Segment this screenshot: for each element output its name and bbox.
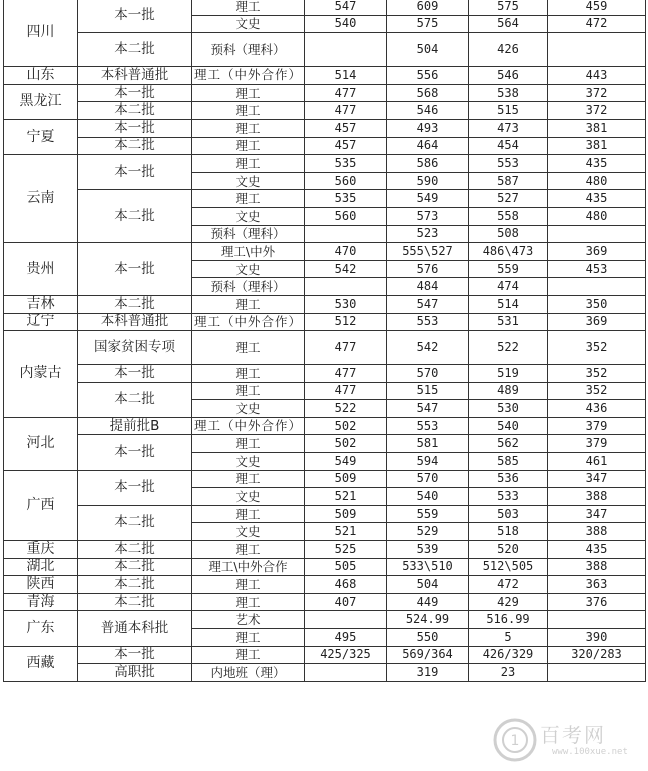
- table-cell: 504: [387, 33, 469, 67]
- table-row: [4, 611, 646, 629]
- table-cell: 435: [548, 155, 646, 173]
- table-cell: 379: [548, 435, 646, 453]
- table-cell: 350: [548, 295, 646, 313]
- table-cell: 512: [305, 313, 387, 331]
- table-cell: 459: [548, 0, 646, 15]
- table-cell: [548, 664, 646, 682]
- table-cell: 535: [305, 155, 387, 173]
- table-cell: 407: [305, 593, 387, 611]
- table-cell: 理工: [192, 0, 305, 15]
- table-row: [4, 470, 646, 488]
- table-cell: 本二批: [78, 33, 192, 67]
- table-cell: 573: [387, 207, 469, 225]
- table-cell: 590: [387, 172, 469, 190]
- table-cell: 581: [387, 435, 469, 453]
- table-cell: 重庆: [4, 541, 78, 559]
- table-cell: 533\510: [387, 558, 469, 576]
- table-cell: 575: [469, 0, 548, 15]
- table-cell: 本二批: [78, 190, 192, 243]
- table-cell: 理工: [192, 295, 305, 313]
- table-cell: 524.99: [387, 611, 469, 629]
- table-cell: 502: [305, 435, 387, 453]
- table-cell: 理工: [192, 331, 305, 365]
- table-row: [4, 646, 646, 664]
- table-cell: 理工: [192, 119, 305, 137]
- table-cell: 546: [387, 102, 469, 120]
- table-cell: 388: [548, 558, 646, 576]
- table-cell: 本二批: [78, 382, 192, 417]
- table-cell: 480: [548, 207, 646, 225]
- table-cell: 473: [469, 119, 548, 137]
- table-cell: 本科普通批: [78, 67, 192, 85]
- table-cell: 457: [305, 137, 387, 155]
- table-cell: 文史: [192, 523, 305, 541]
- table-cell: 472: [469, 576, 548, 594]
- admission-score-table: [3, 0, 646, 682]
- table-cell: 388: [548, 523, 646, 541]
- table-cell: 477: [305, 331, 387, 365]
- table-cell: 理工: [192, 505, 305, 523]
- table-cell: 546: [469, 67, 548, 85]
- table-cell: 502: [305, 417, 387, 435]
- table-cell: 本二批: [78, 558, 192, 576]
- watermark: [492, 717, 642, 765]
- table-cell: 普通本科批: [78, 611, 192, 646]
- watermark-logo-text: 百考网: [540, 723, 606, 747]
- table-cell: 文史: [192, 15, 305, 33]
- table-cell: 525: [305, 541, 387, 559]
- table-cell: 449: [387, 593, 469, 611]
- table-row: [4, 0, 646, 15]
- table-row: [4, 313, 646, 331]
- table-row: [4, 331, 646, 365]
- table-cell: 504: [387, 576, 469, 594]
- table-cell: 本二批: [78, 102, 192, 120]
- table-cell: 515: [469, 102, 548, 120]
- table-cell: 484: [387, 278, 469, 296]
- table-cell: 477: [305, 102, 387, 120]
- table-cell: 预科（理科）: [192, 33, 305, 67]
- table-cell: 理工: [192, 646, 305, 664]
- table-cell: 527: [469, 190, 548, 208]
- table-cell: 594: [387, 453, 469, 471]
- table-cell: 556: [387, 67, 469, 85]
- table-cell: 理工: [192, 470, 305, 488]
- table-cell: [305, 278, 387, 296]
- table-cell: 547: [387, 400, 469, 418]
- watermark-url: www.100xue.net: [552, 747, 628, 757]
- table-cell: 516.99: [469, 611, 548, 629]
- table-cell: 理工: [192, 365, 305, 383]
- logo-icon: [492, 717, 538, 763]
- table-cell: 489: [469, 382, 548, 400]
- table-cell: 535: [305, 190, 387, 208]
- table-cell: 理工（中外合作）: [192, 313, 305, 331]
- table-cell: 570: [387, 470, 469, 488]
- table-cell: 562: [469, 435, 548, 453]
- table-cell: 379: [548, 417, 646, 435]
- table-cell: 549: [305, 453, 387, 471]
- table-cell: 理工: [192, 102, 305, 120]
- table-cell: 吉林: [4, 295, 78, 313]
- table-cell: 429: [469, 593, 548, 611]
- table-cell: 522: [469, 331, 548, 365]
- table-cell: 559: [469, 260, 548, 278]
- table-cell: 本二批: [78, 576, 192, 594]
- table-cell: 425/325: [305, 646, 387, 664]
- table-cell: 505: [305, 558, 387, 576]
- table-cell: 587: [469, 172, 548, 190]
- table-cell: 本一批: [78, 0, 192, 33]
- table-cell: 高职批: [78, 664, 192, 682]
- table-row: [4, 33, 646, 67]
- table-cell: 352: [548, 331, 646, 365]
- table-cell: 512\505: [469, 558, 548, 576]
- table-cell: 477: [305, 84, 387, 102]
- table-row: [4, 435, 646, 453]
- table-cell: 本二批: [78, 593, 192, 611]
- table-cell: 390: [548, 629, 646, 647]
- table-cell: 381: [548, 137, 646, 155]
- table-cell: 514: [305, 67, 387, 85]
- table-cell: 509: [305, 470, 387, 488]
- table-cell: 山东: [4, 67, 78, 85]
- table-cell: 理工: [192, 190, 305, 208]
- table-cell: 540: [469, 417, 548, 435]
- table-cell: 本一批: [78, 365, 192, 383]
- table-cell: 广西: [4, 470, 78, 540]
- table-cell: 理工: [192, 155, 305, 173]
- table-cell: 本一批: [78, 646, 192, 664]
- table-cell: 青海: [4, 593, 78, 611]
- table-cell: 521: [305, 523, 387, 541]
- table-cell: 文史: [192, 488, 305, 506]
- table-cell: 本二批: [78, 505, 192, 540]
- table-cell: 352: [548, 365, 646, 383]
- table-cell: 文史: [192, 172, 305, 190]
- table-cell: [305, 33, 387, 67]
- table-cell: 549: [387, 190, 469, 208]
- table-cell: 预科（理科）: [192, 225, 305, 243]
- table-cell: 435: [548, 541, 646, 559]
- table-cell: 470: [305, 243, 387, 261]
- table-cell: 5: [469, 629, 548, 647]
- table-cell: [548, 611, 646, 629]
- table-cell: 372: [548, 102, 646, 120]
- table-cell: 文史: [192, 400, 305, 418]
- table-cell: 内蒙古: [4, 331, 78, 418]
- table-cell: 550: [387, 629, 469, 647]
- table-cell: 575: [387, 15, 469, 33]
- table-cell: 454: [469, 137, 548, 155]
- table-cell: 理工: [192, 541, 305, 559]
- table-cell: 568: [387, 84, 469, 102]
- table-cell: 369: [548, 313, 646, 331]
- table-cell: 河北: [4, 417, 78, 470]
- table-cell: 547: [387, 295, 469, 313]
- table-cell: 547: [305, 0, 387, 15]
- table-cell: 理工（中外合作）: [192, 417, 305, 435]
- table-cell: 585: [469, 453, 548, 471]
- table-cell: [305, 664, 387, 682]
- table-cell: 381: [548, 119, 646, 137]
- table-cell: [305, 611, 387, 629]
- table-cell: 理工\中外合作: [192, 558, 305, 576]
- table-cell: 461: [548, 453, 646, 471]
- table-cell: 本二批: [78, 541, 192, 559]
- table-cell: 理工: [192, 435, 305, 453]
- table-cell: 本一批: [78, 435, 192, 470]
- table-row: [4, 382, 646, 400]
- table-cell: 预科（理科）: [192, 278, 305, 296]
- table-row: [4, 365, 646, 383]
- table-cell: 352: [548, 382, 646, 400]
- table-cell: 477: [305, 382, 387, 400]
- table-cell: 530: [469, 400, 548, 418]
- table-cell: 四川: [4, 0, 78, 67]
- table-cell: 503: [469, 505, 548, 523]
- table-row: [4, 84, 646, 102]
- table-row: [4, 664, 646, 682]
- table-cell: 本二批: [78, 137, 192, 155]
- table-cell: [548, 225, 646, 243]
- table-cell: 436: [548, 400, 646, 418]
- table-cell: 539: [387, 541, 469, 559]
- table-cell: 347: [548, 470, 646, 488]
- table-cell: 559: [387, 505, 469, 523]
- table-cell: 560: [305, 172, 387, 190]
- table-cell: 319: [387, 664, 469, 682]
- table-cell: 523: [387, 225, 469, 243]
- table-cell: 468: [305, 576, 387, 594]
- table-cell: 理工: [192, 629, 305, 647]
- table-cell: 理工: [192, 382, 305, 400]
- table-cell: 本二批: [78, 295, 192, 313]
- table-cell: 369: [548, 243, 646, 261]
- table-cell: 609: [387, 0, 469, 15]
- table-cell: 本一批: [78, 84, 192, 102]
- table-cell: 文史: [192, 453, 305, 471]
- table-cell: 586: [387, 155, 469, 173]
- table-row: [4, 417, 646, 435]
- table-cell: 本一批: [78, 155, 192, 190]
- table-cell: 553: [387, 417, 469, 435]
- table-cell: 553: [387, 313, 469, 331]
- table-row: [4, 119, 646, 137]
- table-cell: 文史: [192, 207, 305, 225]
- table-cell: 320/283: [548, 646, 646, 664]
- table-cell: 540: [305, 15, 387, 33]
- table-cell: 国家贫困专项: [78, 331, 192, 365]
- table-cell: 493: [387, 119, 469, 137]
- table-row: [4, 243, 646, 261]
- table-cell: 529: [387, 523, 469, 541]
- table-cell: 426/329: [469, 646, 548, 664]
- table-cell: 536: [469, 470, 548, 488]
- table-cell: 576: [387, 260, 469, 278]
- table-cell: 453: [548, 260, 646, 278]
- table-cell: 558: [469, 207, 548, 225]
- table-cell: 内地班（理）: [192, 664, 305, 682]
- table-row: [4, 593, 646, 611]
- table-row: [4, 155, 646, 173]
- table-row: [4, 190, 646, 208]
- table-cell: 提前批B: [78, 417, 192, 435]
- table-cell: 508: [469, 225, 548, 243]
- table-cell: 480: [548, 172, 646, 190]
- table-cell: [548, 33, 646, 67]
- table-cell: 文史: [192, 260, 305, 278]
- table-cell: 理工\中外: [192, 243, 305, 261]
- table-cell: 理工: [192, 593, 305, 611]
- table-cell: 538: [469, 84, 548, 102]
- table-cell: 湖北: [4, 558, 78, 576]
- table-cell: [305, 225, 387, 243]
- table-row: [4, 137, 646, 155]
- table-cell: 515: [387, 382, 469, 400]
- table-cell: 457: [305, 119, 387, 137]
- table-cell: 贵州: [4, 243, 78, 296]
- table-cell: 477: [305, 365, 387, 383]
- table-cell: 514: [469, 295, 548, 313]
- table-cell: 520: [469, 541, 548, 559]
- table-cell: 本一批: [78, 470, 192, 505]
- table-cell: 464: [387, 137, 469, 155]
- table-cell: 376: [548, 593, 646, 611]
- table-cell: 西藏: [4, 646, 78, 681]
- table-cell: 519: [469, 365, 548, 383]
- table-cell: 518: [469, 523, 548, 541]
- table-cell: 540: [387, 488, 469, 506]
- table-cell: 理工: [192, 84, 305, 102]
- table-cell: 486\473: [469, 243, 548, 261]
- table-cell: 宁夏: [4, 119, 78, 154]
- table-cell: 553: [469, 155, 548, 173]
- table-cell: 广东: [4, 611, 78, 646]
- table-row: [4, 541, 646, 559]
- table-cell: 黑龙江: [4, 84, 78, 119]
- table-cell: 435: [548, 190, 646, 208]
- svg-text:1: 1: [510, 733, 520, 749]
- table-cell: 本一批: [78, 243, 192, 296]
- table-cell: 23: [469, 664, 548, 682]
- table-cell: 辽宁: [4, 313, 78, 331]
- table-cell: 理工: [192, 576, 305, 594]
- table-body: [4, 0, 646, 681]
- table-cell: 522: [305, 400, 387, 418]
- table-cell: 陕西: [4, 576, 78, 594]
- table-cell: 388: [548, 488, 646, 506]
- table-cell: 533: [469, 488, 548, 506]
- table-cell: 570: [387, 365, 469, 383]
- table-cell: 443: [548, 67, 646, 85]
- table-cell: 363: [548, 576, 646, 594]
- table-cell: 555\527: [387, 243, 469, 261]
- table-row: [4, 558, 646, 576]
- table-cell: 530: [305, 295, 387, 313]
- table-row: [4, 102, 646, 120]
- table-cell: 474: [469, 278, 548, 296]
- table-cell: 531: [469, 313, 548, 331]
- table-cell: 艺术: [192, 611, 305, 629]
- table-row: [4, 67, 646, 85]
- table-cell: 569/364: [387, 646, 469, 664]
- table-cell: 560: [305, 207, 387, 225]
- table-cell: [548, 278, 646, 296]
- table-cell: 509: [305, 505, 387, 523]
- table-cell: 472: [548, 15, 646, 33]
- table-cell: 347: [548, 505, 646, 523]
- table-cell: 564: [469, 15, 548, 33]
- table-cell: 542: [387, 331, 469, 365]
- table-cell: 理工: [192, 137, 305, 155]
- table-cell: 理工（中外合作）: [192, 67, 305, 85]
- table-cell: 542: [305, 260, 387, 278]
- table-cell: 云南: [4, 155, 78, 243]
- table-cell: 本一批: [78, 119, 192, 137]
- table-row: [4, 576, 646, 594]
- table-cell: 426: [469, 33, 548, 67]
- table-row: [4, 505, 646, 523]
- table-row: [4, 295, 646, 313]
- table-cell: 495: [305, 629, 387, 647]
- table-cell: 本科普通批: [78, 313, 192, 331]
- table-cell: 372: [548, 84, 646, 102]
- table-cell: 521: [305, 488, 387, 506]
